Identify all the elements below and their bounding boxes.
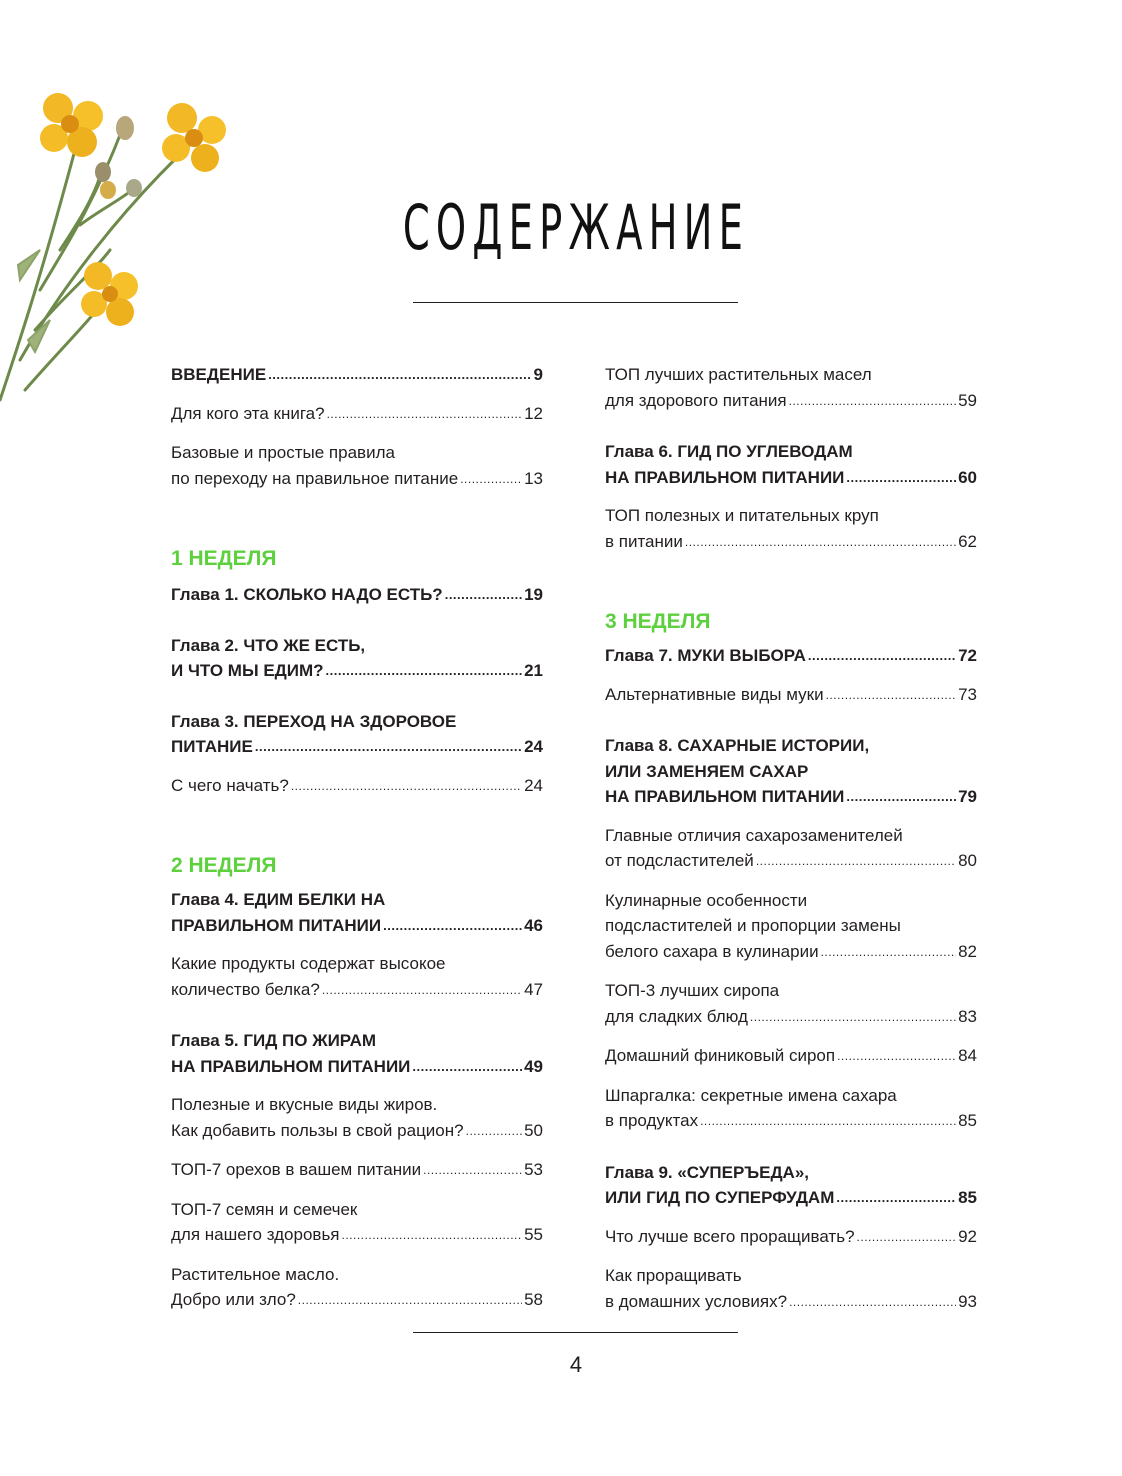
toc-entry-text: ТОП лучших растительных масел <box>605 365 872 384</box>
toc-chapter-entry[interactable] <box>171 582 543 609</box>
toc-section-entry[interactable] <box>605 1263 977 1316</box>
toc-entry-text: ИЛИ ЗАМЕНЯЕМ САХАР <box>605 761 809 781</box>
toc-entry-text: НА ПРАВИЛЬНОМ ПИТАНИИ <box>605 787 845 806</box>
toc-section-entry[interactable] <box>605 1224 977 1252</box>
dot-leader <box>857 1223 957 1251</box>
dot-leader <box>326 657 523 684</box>
dot-leader <box>836 1184 956 1211</box>
toc-entry-text: Какие продукты содержат высокое <box>171 954 446 973</box>
toc-right-column <box>605 362 977 1316</box>
toc-chapter-entry[interactable] <box>171 362 543 389</box>
dot-leader <box>837 1042 956 1070</box>
toc-page-number: 79 <box>958 787 977 806</box>
toc-section-entry[interactable] <box>605 1083 977 1136</box>
toc-page-number: 84 <box>958 1046 977 1065</box>
toc-section-entry[interactable] <box>605 503 977 556</box>
toc-section-entry[interactable] <box>171 440 543 493</box>
toc-entry-text: Добро или зло? <box>171 1290 296 1309</box>
toc-entry-text: Полезные и вкусные виды жиров. <box>171 1095 438 1114</box>
toc-entry-text: ИЛИ ГИД ПО СУПЕРФУДАМ <box>605 1188 835 1207</box>
toc-page-number: 24 <box>524 775 543 795</box>
toc-entry-text: по переходу на правильное питание <box>171 468 459 488</box>
dot-leader <box>268 361 531 388</box>
dot-leader <box>322 976 522 1004</box>
dot-leader <box>700 1107 956 1135</box>
dot-leader <box>846 464 956 491</box>
toc-entry-text: ВВЕДЕНИЕ <box>171 365 267 384</box>
toc-section-entry[interactable] <box>171 773 543 801</box>
toc-entry-text: ТОП-3 лучших сиропа <box>605 981 780 1000</box>
toc-section-entry[interactable] <box>605 888 977 967</box>
toc-page-number: 50 <box>524 1120 543 1140</box>
toc-section-entry[interactable] <box>605 978 977 1031</box>
toc-entry-text: Шпаргалка: секретные имена сахара <box>605 1085 897 1105</box>
toc-chapter-entry[interactable] <box>605 439 977 491</box>
dot-leader <box>821 938 957 966</box>
toc-page-number: 53 <box>524 1160 543 1179</box>
toc-page-number: 59 <box>958 390 977 410</box>
page-title: СОДЕРЖАНИЕ <box>402 191 750 264</box>
dot-leader <box>808 642 956 669</box>
toc-page-number: 72 <box>958 646 977 665</box>
dot-leader <box>412 1053 522 1080</box>
toc-entry-text: количество белка? <box>171 979 320 999</box>
toc-section-entry[interactable] <box>171 951 543 1004</box>
toc-entry-text: Глава 7. МУКИ ВЫБОРА <box>605 646 806 665</box>
toc-entry-text: НА ПРАВИЛЬНОМ ПИТАНИИ <box>171 1056 411 1076</box>
toc-entry-text: Что лучше всего проращивать? <box>605 1226 855 1246</box>
dot-leader <box>466 1117 522 1145</box>
dot-leader <box>756 847 956 875</box>
toc-section-entry[interactable] <box>605 682 977 710</box>
toc-section-entry[interactable] <box>605 823 977 876</box>
dot-leader <box>685 528 956 556</box>
toc-chapter-entry[interactable] <box>605 733 977 811</box>
dot-leader <box>383 912 522 939</box>
toc-chapter-entry[interactable] <box>171 709 543 761</box>
toc-page-number: 49 <box>524 1056 543 1076</box>
dot-leader <box>423 1156 522 1184</box>
toc-left-column <box>171 362 543 1315</box>
toc-entry-text: ТОП полезных и питательных круп <box>605 506 879 525</box>
toc-entry-text: ТОП-7 орехов в вашем питании <box>171 1160 422 1179</box>
toc-entry-text: в продуктах <box>605 1111 699 1130</box>
toc-entry-text: Альтернативные виды муки <box>605 684 824 704</box>
toc-page-number: 24 <box>524 737 543 756</box>
toc-entry-text: Глава 9. «СУПЕРЪЕДА», <box>605 1162 810 1182</box>
toc-entry-text: Глава 8. САХАРНЫЕ ИСТОРИИ, <box>605 736 870 755</box>
toc-entry-text: И ЧТО МЫ ЕДИМ? <box>171 661 324 680</box>
toc-page-number: 83 <box>958 1006 977 1026</box>
toc-section-entry[interactable] <box>605 362 977 415</box>
toc-page-number: 73 <box>958 684 977 704</box>
toc-entry-text: Глава 6. ГИД ПО УГЛЕВОДАМ <box>605 442 853 461</box>
toc-entry-text: ПИТАНИЕ <box>171 737 253 756</box>
toc-section-entry[interactable] <box>171 401 543 429</box>
toc-chapter-entry[interactable] <box>171 1028 543 1080</box>
toc-chapter-entry[interactable] <box>171 633 543 685</box>
toc-page-number: 12 <box>524 403 543 423</box>
toc-page-number: 85 <box>958 1111 977 1130</box>
toc-section-entry[interactable] <box>171 1092 543 1145</box>
toc-entry-text: Для кого эта книга? <box>171 403 325 423</box>
toc-entry-text: Глава 3. ПЕРЕХОД НА ЗДОРОВОЕ <box>171 711 457 731</box>
toc-section-entry[interactable] <box>171 1262 543 1315</box>
toc-page-number: 13 <box>524 468 543 488</box>
dot-leader <box>750 1003 956 1031</box>
toc-chapter-entry[interactable] <box>605 643 977 670</box>
dot-leader <box>789 387 956 415</box>
toc-page-number: 47 <box>524 979 543 999</box>
dot-leader <box>445 581 522 608</box>
dot-leader <box>298 1286 522 1314</box>
page-number: 4 <box>569 1352 583 1377</box>
toc-page-number: 21 <box>524 661 543 680</box>
week-heading: 2 НЕДЕЛЯ <box>171 854 277 877</box>
toc-page-number: 46 <box>524 915 543 935</box>
dot-leader <box>460 465 522 493</box>
toc-page-number: 85 <box>958 1188 977 1207</box>
toc-page-number: 55 <box>524 1225 543 1244</box>
toc-entry-text: ТОП-7 семян и семечек <box>171 1199 358 1219</box>
toc-entry-text: Глава 1. СКОЛЬКО НАДО ЕСТЬ? <box>171 585 443 604</box>
toc-entry-text: для сладких блюд <box>605 1006 748 1026</box>
toc-entry-text: от подсластителей <box>605 851 754 870</box>
toc-page-number: 82 <box>958 941 977 961</box>
toc-entry-text: Базовые и простые правила <box>171 443 395 462</box>
toc-chapter-entry[interactable] <box>605 1160 977 1212</box>
toc-page-number: 92 <box>958 1226 977 1246</box>
toc-section-entry[interactable] <box>171 1157 543 1185</box>
week-heading: 3 НЕДЕЛЯ <box>605 610 711 633</box>
footer-divider <box>413 1332 738 1333</box>
dot-leader <box>342 1221 523 1249</box>
toc-entry-text: Глава 5. ГИД ПО ЖИРАМ <box>171 1031 377 1050</box>
toc-page-number: 60 <box>958 467 977 487</box>
toc-page-number: 19 <box>524 585 543 604</box>
flower-1 <box>40 93 103 157</box>
toc-page-number: 80 <box>958 851 977 870</box>
toc-section-entry[interactable] <box>171 1197 543 1250</box>
toc-entry-text: ПРАВИЛЬНОМ ПИТАНИИ <box>171 915 382 935</box>
toc-entry-text: Глава 4. ЕДИМ БЕЛКИ НА <box>171 890 386 909</box>
toc-entry-text: Как добавить пользы в свой рацион? <box>171 1120 464 1140</box>
toc-chapter-entry[interactable] <box>171 887 543 939</box>
toc-page-number: 9 <box>533 365 543 384</box>
week-heading: 1 НЕДЕЛЯ <box>171 547 277 570</box>
dot-leader <box>789 1288 956 1316</box>
dot-leader <box>255 733 522 760</box>
flower-buds <box>95 116 142 199</box>
toc-entry-text: в питании <box>605 531 683 551</box>
dot-leader <box>826 681 957 709</box>
toc-entry-text: Растительное масло. <box>171 1264 340 1284</box>
toc-entry-text: Как проращивать <box>605 1266 742 1285</box>
toc-section-entry[interactable] <box>605 1043 977 1071</box>
toc-entry-text: подсластителей и пропорции замены <box>605 916 901 935</box>
dot-leader <box>327 400 522 428</box>
toc-entry-text: Кулинарные особенности <box>605 890 808 910</box>
dot-leader <box>291 772 522 800</box>
toc-entry-text: Главные отличия сахарозаменителей <box>605 825 903 845</box>
toc-page-number: 58 <box>524 1290 543 1309</box>
toc-page-number: 93 <box>958 1291 977 1311</box>
toc-entry-text: для нашего здоровья <box>171 1225 340 1244</box>
toc-page-number: 62 <box>958 531 977 551</box>
toc-entry-text: для здорового питания <box>605 390 787 410</box>
dot-leader <box>846 783 956 810</box>
title-divider <box>413 302 738 303</box>
toc-entry-text: в домашних условиях? <box>605 1291 788 1311</box>
toc-entry-text: Глава 2. ЧТО ЖЕ ЕСТЬ, <box>171 635 366 655</box>
toc-entry-text: НА ПРАВИЛЬНОМ ПИТАНИИ <box>605 467 845 487</box>
toc-entry-text: Домашний финиковый сироп <box>605 1046 836 1065</box>
toc-entry-text: белого сахара в кулинарии <box>605 941 819 961</box>
toc-entry-text: С чего начать? <box>171 775 289 795</box>
